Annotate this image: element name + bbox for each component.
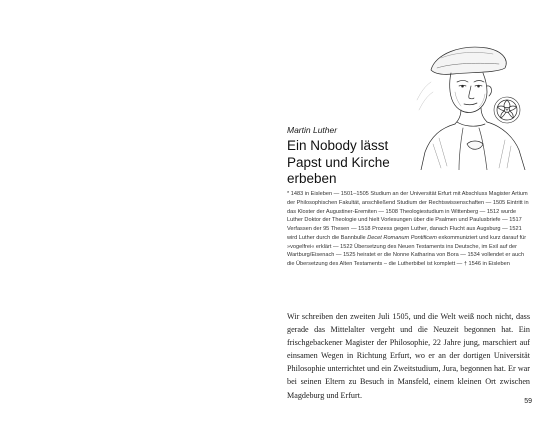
chronology-bull-title: Decet Romanum Pontificem	[367, 234, 437, 241]
luther-portrait-illustration	[401, 40, 531, 170]
subject-name: Martin Luther	[287, 125, 338, 135]
luther-rose-emblem	[494, 97, 520, 123]
article-headline: Ein Nobody lässt Papst und Kirche erbeben	[287, 138, 390, 186]
chronology-part-1: * 1483 in Eisleben — 1501–1505 Studium an der Universität Erfurt mit Abschluss Magister Artium der Philosophischen Fakultät, anschließend Studium der Rechtswissenschaften — 1505 Eintritt in das Kloster der Augustiner-Eremiten — 1508 Theologiestudium in Wittenberg — 1512 wurde Luther Doktor der Theologie und hielt Vorlesungen über die Psalmen und Paulusbriefe — 1517 Verfassen der 95 Thesen — 1518 Prozess gegen Luther, danach Flucht aus Augsburg — 1521 wird Luther durch die Bannbulle	[287, 191, 529, 241]
chronology-part-2: exkommuniziert und kurz darauf für »vogelfrei« erklärt — 1522 Übersetzung des Neuen Testaments ins Deutsche, im Exil auf der Wartburg/Eisenach — 1525 heiratet er die Nonne Katharina von Bora — 1534 vollendet er auch die Übersetzung des Alten Testaments – die Lutherbibel ist komplett — † 1546 in Eisleben	[287, 234, 527, 267]
page-number: 59	[524, 398, 532, 405]
article-body-text: Wir schreiben den zweiten Juli 1505, und die Welt weiß noch nicht, dass gerade das Mittelalter vergeht und die Neuzeit begonnen hat. Ein frischgebackener Magister der Philosophie, 22 Jahre jung, marschiert auf einsamen Wegen in Richtung Erfurt, wo er an der dortigen Universität Philosophie unterrichtet und ein Zweitstudium, Jura, begonnen hat. Er war bei seinen Eltern zu Besuch in Mansfeld, einem kleinen Ort zwischen Magdeburg und Erfurt.	[287, 312, 530, 400]
biographical-chronology	[287, 190, 532, 269]
